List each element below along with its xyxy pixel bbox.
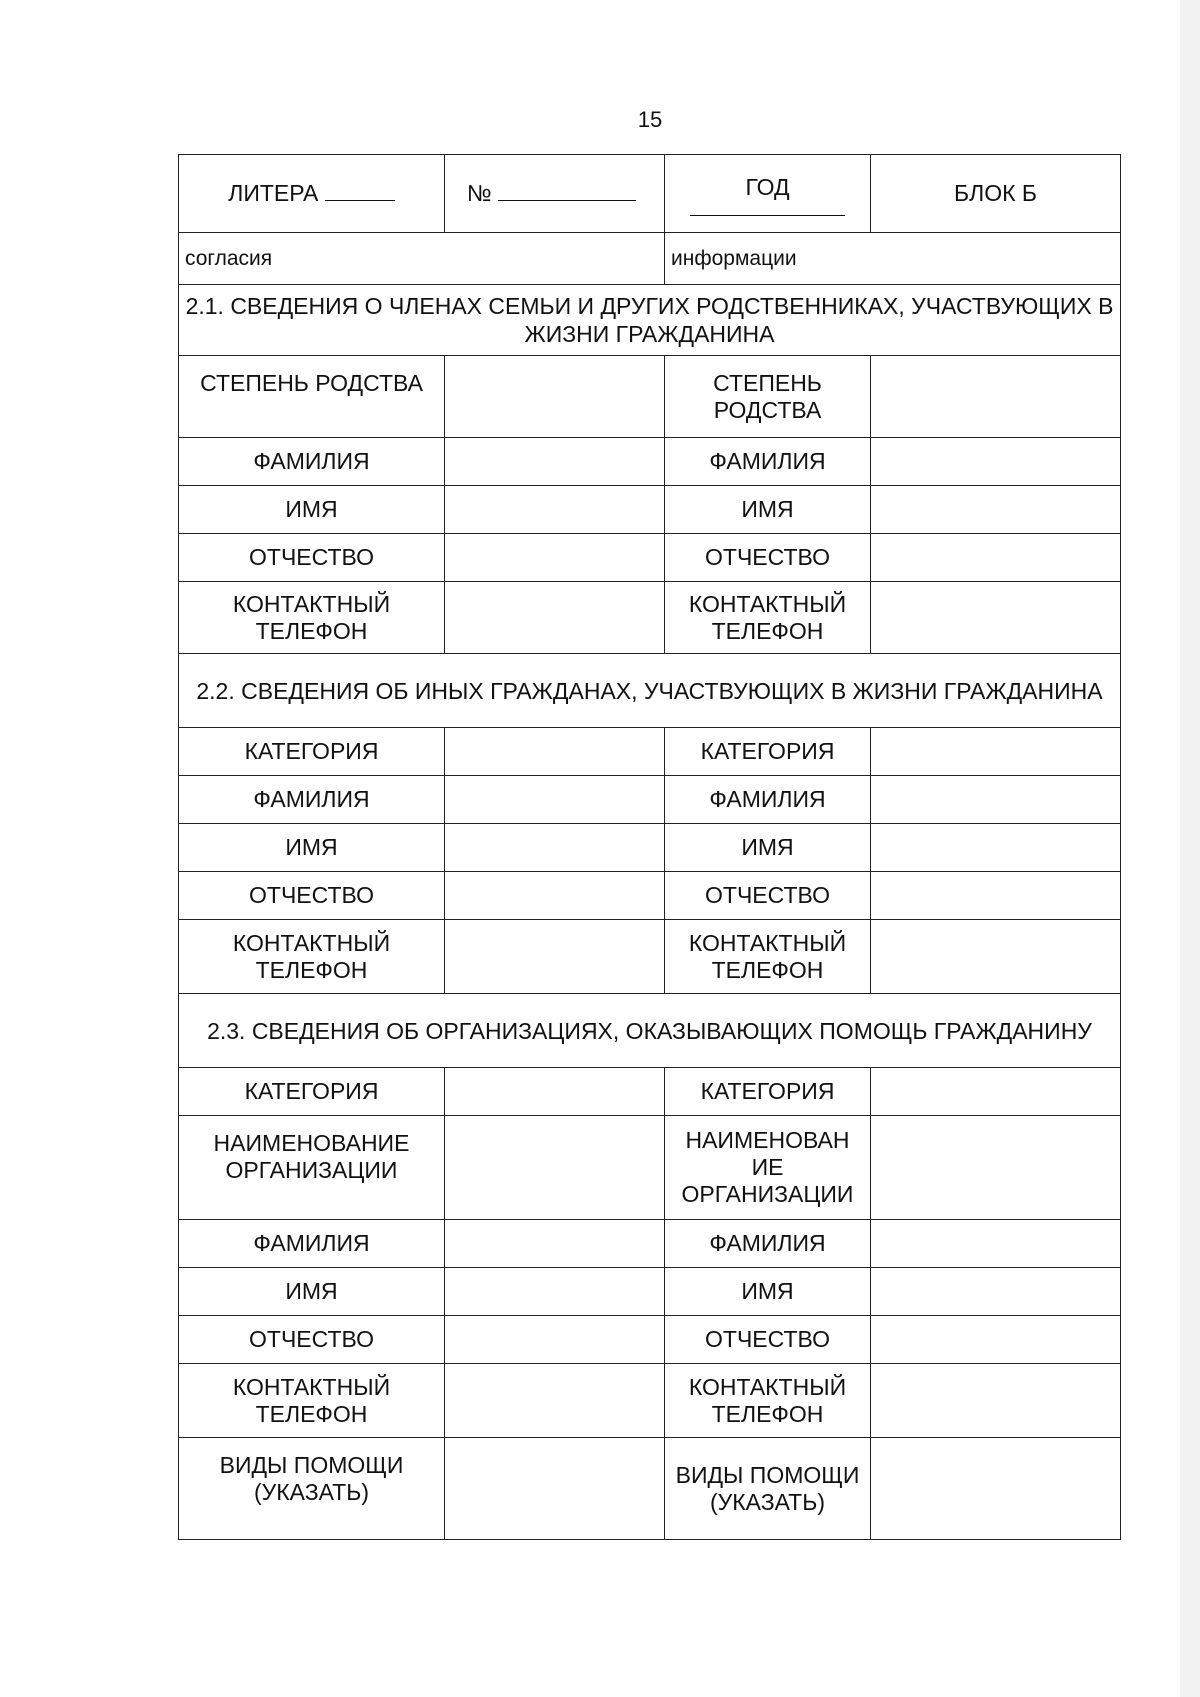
table-row — [179, 872, 1121, 920]
number-blank[interactable] — [498, 196, 636, 201]
block-label: БЛОК Б — [954, 180, 1037, 206]
year-blank[interactable] — [690, 215, 845, 216]
value-cell[interactable] — [871, 728, 1121, 776]
value-cell[interactable] — [871, 438, 1121, 486]
consent-left-cell: согласия — [179, 233, 665, 285]
value-cell[interactable] — [445, 728, 665, 776]
row-label: ОТЧЕСТВО — [179, 534, 445, 582]
table-row — [179, 1316, 1121, 1364]
row-label: ОТЧЕСТВО — [665, 872, 871, 920]
row-label: ИМЯ — [665, 824, 871, 872]
table-row — [179, 1438, 1121, 1540]
section-row — [179, 654, 1121, 728]
form-table — [178, 154, 1121, 1540]
value-cell[interactable] — [871, 486, 1121, 534]
year-label: ГОД — [745, 173, 790, 200]
value-cell[interactable] — [445, 1438, 665, 1540]
value-cell[interactable] — [871, 1364, 1121, 1438]
row-label: СТЕПЕНЬ РОДСТВА — [665, 356, 871, 438]
value-cell[interactable] — [445, 582, 665, 654]
section-title: 2.2. СВЕДЕНИЯ ОБ ИНЫХ ГРАЖДАНАХ, УЧАСТВУЮЩИХ В ЖИЗНИ ГРАЖДАНИНА — [179, 654, 1121, 728]
value-cell[interactable] — [871, 534, 1121, 582]
row-label: ВИДЫ ПОМОЩИ (УКАЗАТЬ) — [179, 1438, 445, 1540]
value-cell[interactable] — [871, 776, 1121, 824]
number-label: № — [467, 180, 492, 206]
litera-blank[interactable] — [325, 196, 395, 201]
row-label: ФАМИЛИЯ — [665, 776, 871, 824]
table-row — [179, 1068, 1121, 1116]
table-row — [179, 582, 1121, 654]
consent-right-cell: информации — [665, 233, 1121, 285]
section-row — [179, 994, 1121, 1068]
table-row — [179, 1220, 1121, 1268]
value-cell[interactable] — [871, 356, 1121, 438]
page-number: 15 — [637, 107, 663, 132]
year-cell[interactable] — [665, 155, 871, 233]
value-cell[interactable] — [871, 1068, 1121, 1116]
litera-cell[interactable] — [179, 155, 445, 233]
value-cell[interactable] — [445, 356, 665, 438]
row-label: ОТЧЕСТВО — [665, 534, 871, 582]
table-row — [179, 824, 1121, 872]
value-cell[interactable] — [445, 1068, 665, 1116]
table-row — [179, 534, 1121, 582]
value-cell[interactable] — [871, 824, 1121, 872]
value-cell[interactable] — [445, 872, 665, 920]
row-label: ФАМИЛИЯ — [179, 776, 445, 824]
table-row — [179, 438, 1121, 486]
row-label: ОТЧЕСТВО — [665, 1316, 871, 1364]
row-label: ОТЧЕСТВО — [179, 1316, 445, 1364]
section-title: 2.1. СВЕДЕНИЯ О ЧЛЕНАХ СЕМЬИ И ДРУГИХ РОДСТВЕННИКАХ, УЧАСТВУЮЩИХ В ЖИЗНИ ГРАЖДАНИНА — [179, 285, 1121, 356]
row-label: КАТЕГОРИЯ — [665, 1068, 871, 1116]
value-cell[interactable] — [445, 486, 665, 534]
value-cell[interactable] — [871, 1268, 1121, 1316]
value-cell[interactable] — [445, 438, 665, 486]
table-row — [179, 728, 1121, 776]
block-cell — [871, 155, 1121, 233]
row-label: ИМЯ — [665, 486, 871, 534]
row-label: КОНТАКТНЫЙ ТЕЛЕФОН — [665, 1364, 871, 1438]
row-label: ИМЯ — [179, 486, 445, 534]
row-label: НАИМЕНОВАНИЕ ОРГАНИЗАЦИИ — [179, 1116, 445, 1220]
number-cell[interactable] — [445, 155, 665, 233]
row-label: ФАМИЛИЯ — [179, 438, 445, 486]
value-cell[interactable] — [445, 1116, 665, 1220]
row-label: КАТЕГОРИЯ — [179, 1068, 445, 1116]
value-cell[interactable] — [445, 776, 665, 824]
row-label: НАИМЕНОВАН ИЕ ОРГАНИЗАЦИИ — [665, 1116, 871, 1220]
value-cell[interactable] — [871, 582, 1121, 654]
header-row — [179, 155, 1121, 233]
table-row — [179, 1116, 1121, 1220]
row-label: ИМЯ — [179, 1268, 445, 1316]
table-row — [179, 920, 1121, 994]
litera-label: ЛИТЕРА — [228, 180, 319, 206]
row-label: ИМЯ — [665, 1268, 871, 1316]
table-row — [179, 776, 1121, 824]
section-title: 2.3. СВЕДЕНИЯ ОБ ОРГАНИЗАЦИЯХ, ОКАЗЫВАЮЩИХ ПОМОЩЬ ГРАЖДАНИНУ — [179, 994, 1121, 1068]
value-cell[interactable] — [445, 920, 665, 994]
row-label: СТЕПЕНЬ РОДСТВА — [179, 356, 445, 438]
table-row — [179, 1268, 1121, 1316]
row-label: КОНТАКТНЫЙ ТЕЛЕФОН — [179, 920, 445, 994]
table-row — [179, 1364, 1121, 1438]
value-cell[interactable] — [445, 1316, 665, 1364]
row-label: ФАМИЛИЯ — [179, 1220, 445, 1268]
row-label: КАТЕГОРИЯ — [179, 728, 445, 776]
row-label: КОНТАКТНЫЙ ТЕЛЕФОН — [665, 920, 871, 994]
section-row — [179, 285, 1121, 356]
table-row — [179, 486, 1121, 534]
value-cell[interactable] — [871, 920, 1121, 994]
row-label: ФАМИЛИЯ — [665, 438, 871, 486]
value-cell[interactable] — [445, 534, 665, 582]
value-cell[interactable] — [445, 1220, 665, 1268]
value-cell[interactable] — [445, 1268, 665, 1316]
value-cell[interactable] — [445, 824, 665, 872]
row-label: КОНТАКТНЫЙ ТЕЛЕФОН — [179, 582, 445, 654]
row-label: ВИДЫ ПОМОЩИ (УКАЗАТЬ) — [665, 1438, 871, 1540]
value-cell[interactable] — [871, 1220, 1121, 1268]
row-label: КАТЕГОРИЯ — [665, 728, 871, 776]
row-label: КОНТАКТНЫЙ ТЕЛЕФОН — [179, 1364, 445, 1438]
row-label: КОНТАКТНЫЙ ТЕЛЕФОН — [665, 582, 871, 654]
consent-row — [179, 233, 1121, 285]
value-cell[interactable] — [871, 872, 1121, 920]
row-label: ОТЧЕСТВО — [179, 872, 445, 920]
value-cell[interactable] — [871, 1316, 1121, 1364]
row-label: ИМЯ — [179, 824, 445, 872]
value-cell[interactable] — [445, 1364, 665, 1438]
value-cell[interactable] — [871, 1438, 1121, 1540]
row-label: ФАМИЛИЯ — [665, 1220, 871, 1268]
value-cell[interactable] — [871, 1116, 1121, 1220]
table-row — [179, 356, 1121, 438]
